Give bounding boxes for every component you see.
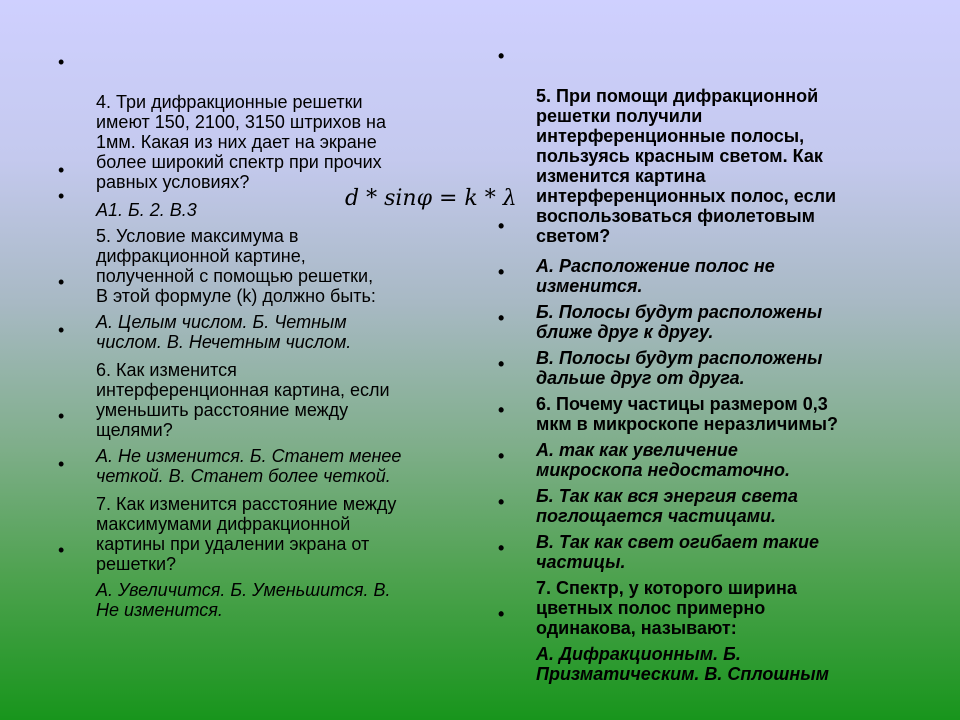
answer-text: Б. Так как вся энергия света поглощается частицами.: [536, 486, 798, 526]
bullet: •: [58, 320, 65, 340]
bullet: •: [498, 400, 505, 420]
answer-text: А. Целым числом. Б. Четным числом. В. Нечетным числом.: [96, 312, 352, 352]
question-text: 7. Спектр, у которого ширина цветных полос примерно одинакова, называют:: [536, 578, 797, 638]
bullet: •: [498, 308, 505, 328]
answer-text: В. Так как свет огибает такие частицы.: [536, 532, 819, 572]
question-text: 4. Три дифракционные решетки имеют 150, 2100, 3150 штрихов на 1мм. Какая из них дает на экране более широкий спектр при прочих равных условиях?: [96, 92, 386, 192]
question-text: 6. Почему частицы размером 0,3 мкм в микроскопе неразличимы?: [536, 394, 839, 434]
answers-7: [58, 540, 458, 620]
bullet: •: [58, 406, 65, 426]
question-text: 7. Как изменится расстояние между максимумами дифракционной картины при удалении экрана от решетки?: [96, 494, 397, 574]
bullet: •: [498, 604, 505, 624]
bullet: •: [58, 52, 65, 72]
bullet: •: [498, 354, 505, 374]
bullet: •: [498, 216, 505, 236]
answer-text: А. так как увеличение микроскопа недостаточно.: [536, 440, 791, 480]
bullet: •: [58, 454, 65, 474]
question-text: 5. Условие максимума в дифракционной картине, полученной с помощью решетки, В этой формуле (k) должно быть:: [96, 226, 376, 306]
bullet: •: [58, 272, 65, 292]
diffraction-formula: d * sinφ = k * λ: [345, 186, 517, 211]
bullet: •: [58, 540, 65, 560]
bullet: •: [498, 46, 505, 66]
answer-text: Б. Полосы будут расположены ближе друг к другу.: [536, 302, 823, 342]
answer-text: А. Расположение полос не изменится.: [536, 256, 775, 296]
bullet: •: [498, 446, 505, 466]
bullet: •: [498, 492, 505, 512]
bullet: •: [498, 262, 505, 282]
bullet: •: [498, 538, 505, 558]
answer-text: А. Не изменится. Б. Станет менее четкой. В. Станет более четкой.: [96, 446, 402, 486]
question-text: 5. При помощи дифракционной решетки получили интерференционные полосы, пользуясь красным светом. Как изменится картина интерференционных полос, если воспользоваться фиолетовым светом?: [536, 86, 837, 246]
answer-text: А1. Б. 2. В.3: [96, 200, 197, 220]
question-text: 6. Как изменится интерференционная картина, если уменьшить расстояние между щелями?: [96, 360, 390, 440]
bullet: •: [58, 160, 65, 180]
answer-text: А. Увеличится. Б. Уменьшится. В. Не изменится.: [96, 580, 391, 620]
answers-7-right: [498, 604, 918, 684]
bullet: •: [58, 186, 65, 206]
answer-text: В. Полосы будут расположены дальше друг от друга.: [536, 348, 823, 388]
answer-text: А. Дифракционным. Б. Призматическим. В. Сплошным: [536, 644, 829, 684]
